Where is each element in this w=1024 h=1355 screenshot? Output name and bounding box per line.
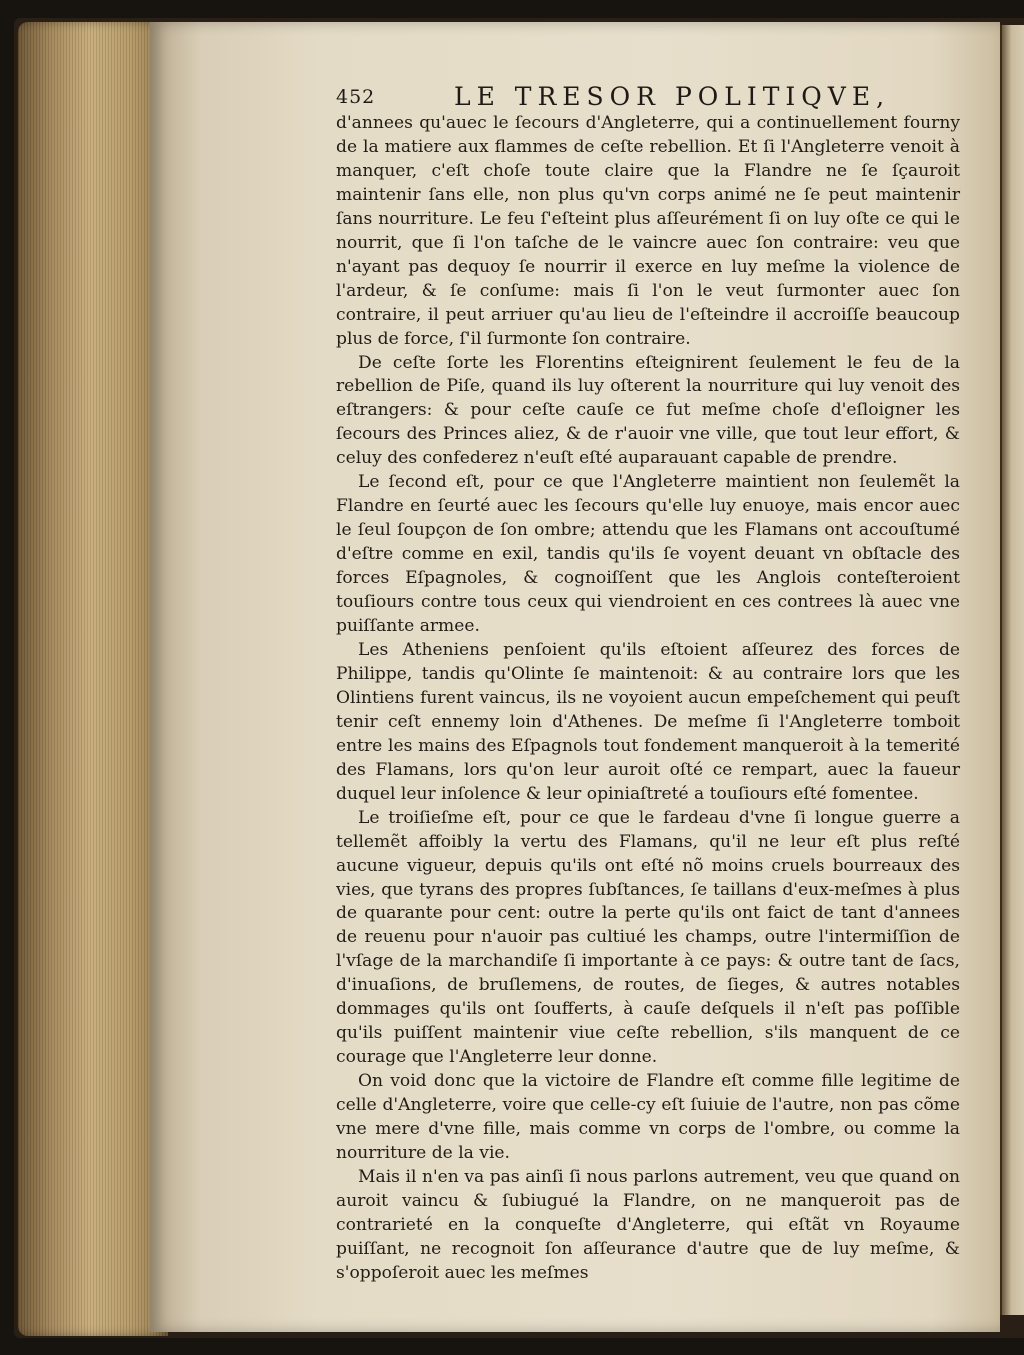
paragraph: Le ſecond eſt, pour ce que l'Angleterre maintient non ſeulemẽt la Flandre en ſeurté auec les ſecours qu'elle luy enuoye, mais encor auec le ſeul ſoupçon de ſon ombre; attendu que les Flamans ont accouſtumé d'eſtre comme en exil, tandis qu'ils ſe voyent deuant vn obſtacle des forces Eſpagnoles, & cognoiſſent que les Anglois conteſteroient touſiours contre tous ceux qui viendroient en ces contrees là auec vne puiſſante armee. <box>336 472 960 637</box>
running-title: LE TRESOR POLITIQVE, <box>454 82 891 111</box>
paragraph: De ceſte ſorte les Florentins eſteignirent ſeulement le feu de la rebellion de Piſe, quand ils luy oſterent la nourriture qui luy venoit des eſtrangers: & pour ceſte cauſe ce fut meſme choſe d'eſloigner les ſecours des Princes aliez, & de r'auoir vne ville, que tout leur effort, & celuy des confederez n'euſt eſté auparauant capable de prendre. <box>336 352 960 469</box>
paragraph: d'annees qu'auec le ſecours d'Angleterre, qui a continuellement fourny de la matiere aux flammes de ceſte rebellion. Et ſi l'Angleterre venoit à manquer, c'eſt choſe toute claire que la Flandre ne ſe ſçauroit maintenir ſans elle, non plus qu'vn corps animé ne ſe peut maintenir ſans nourriture. Le feu ſ'eſteint plus aſſeurément ſi on luy oſte ce qui le nourrit, que ſi l'on taſche de le vaincre auec ſon contraire: veu que n'ayant pas dequoy ſe nourrir il exerce en luy meſme la violence de l'ardeur, & ſe conſume: mais ſi l'on le veut ſurmonter auec ſon contraire, il peut arriuer qu'au lieu de l'eſteindre il accroiſſe beaucoup plus de force, ſ'il ſurmonte ſon contraire. <box>336 113 960 349</box>
page-header <box>336 82 946 116</box>
facing-page-edge <box>1000 25 1024 1315</box>
paragraph: Mais il n'en va pas ainſi ſi nous parlons autrement, veu que quand on auroit vaincu & ſubiugué la Flandre, on ne manqueroit pas de contrarieté en la conqueſte d'Angleterre, qui eſtãt vn Royaume puiſſant, ne recognoit ſon aſſeurance d'autre que de luy meſme, & s'oppoſeroit auec les meſmes <box>336 1166 960 1283</box>
page-number: 452 <box>336 86 376 108</box>
body-text <box>336 112 960 1286</box>
paragraph: Le troiſieſme eſt, pour ce que le fardeau d'vne ſi longue guerre a tellemẽt affoibly la vertu des Flamans, qu'il ne leur eſt plus reſté aucune vigueur, depuis qu'ils ont eſté nõ moins cruels bourreaux des vies, que tyrans des propres ſubſtances, ſe taillans d'eux-meſmes à plus de quarante pour cent: outre la perte qu'ils ont faict de tant d'annees de reuenu pour n'auoir pas cultiué les champs, outre l'intermiſſion de l'vſage de la marchandiſe ſi importante à ce pays: & outre tant de ſacs, d'inuaſions, de bruſlemens, de routes, de ſieges, & autres notables dommages qu'ils ont ſoufferts, à cauſe deſquels il n'eſt pas poſſible qu'ils puiſſent maintenir viue ceſte rebellion, s'ils manquent de ce courage que l'Angleterre leur donne. <box>336 807 960 1068</box>
paragraph: On void donc que la victoire de Flandre eſt comme fille legitime de celle d'Angleterre, voire que celle-cy eſt ſuiuie de l'autre, non pas cõme vne mere d'vne fille, mais comme vn corps de l'ombre, ou comme la nourriture de la vie. <box>336 1071 960 1163</box>
paragraph: Les Atheniens penſoient qu'ils eſtoient aſſeurez des forces de Philippe, tandis qu'Olinte ſe maintenoit: & au contraire lors que les Olintiens furent vaincus, ils ne voyoient aucun empeſchement qui peuſt tenir ceſt ennemy loin d'Athenes. De meſme ſi l'Angleterre tomboit entre les mains des Eſpagnols tout fondement manqueroit à la temerité des Flamans, lors qu'on leur auroit oſté ce rempart, auec la faueur duquel leur inſolence & leur opiniaſtreté a touſiours eſté fomentee. <box>336 639 960 804</box>
page-edges <box>18 22 168 1336</box>
